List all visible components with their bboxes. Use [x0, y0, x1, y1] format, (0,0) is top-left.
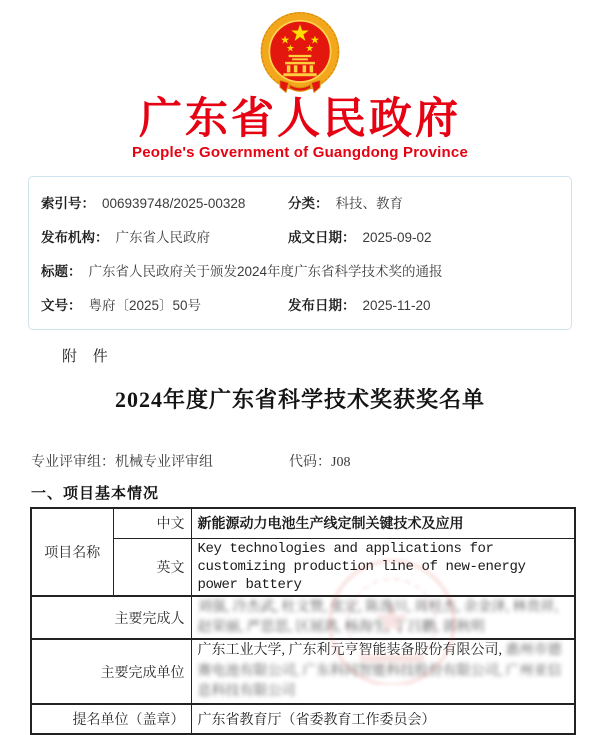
page-header [0, 0, 600, 161]
document-metadata-box [28, 176, 572, 330]
meta-label: 成文日期： [288, 230, 356, 245]
table-row [31, 704, 575, 734]
meta-value: 006939748/2025-00328 [102, 196, 246, 211]
table-row [31, 508, 575, 538]
meta-value: 2025-09-02 [362, 230, 432, 245]
project-name-label-cell: 项目名称 [31, 508, 113, 596]
table-row [31, 538, 575, 596]
meta-issuing-agency [41, 226, 288, 246]
contributors-value-cell [191, 596, 575, 639]
section-heading-basic-info: 一、项目基本情况 [31, 485, 160, 502]
meta-label: 发布日期： [288, 298, 356, 313]
site-title-english: People's Government of Guangdong Province [132, 144, 468, 161]
meta-publish-date [288, 294, 431, 314]
meta-title [41, 260, 443, 280]
meta-label: 标题： [41, 264, 82, 279]
meta-category [288, 192, 403, 212]
project-name-english-cell: Key technologies and applications for customizing production line of new-energy power battery [191, 538, 575, 596]
project-info-table [30, 507, 576, 735]
document-title: 2024年度广东省科学技术奖获奖名单 [114, 387, 485, 412]
meta-index-number [41, 192, 288, 212]
project-name-chinese-cell: 新能源动力电池生产线定制关键技术及应用 [191, 508, 575, 538]
units-value-cell [191, 639, 575, 704]
blurred-names-text: 刘强, 冷杰武, 杜文赞, 张定, 陈逸川, 周桂杰, 余金泽, 林贵祥, 赵荣丽, 严思思, 区展鸿, 杨海生, 丁吕鹏, 郭秋明 [197, 600, 558, 635]
attachment-document [0, 345, 600, 735]
site-title-chinese: 广东省人民政府 [139, 95, 461, 143]
meta-value: 广东省人民政府关于颁发2024年度广东省科学技术奖的通报 [88, 264, 443, 279]
review-group-line [31, 451, 600, 471]
nominator-label-cell: 提名单位（盖章） [31, 704, 191, 734]
table-row [31, 639, 575, 704]
contributors-label-cell: 主要完成人 [31, 596, 191, 639]
meta-row [41, 253, 559, 287]
meta-doc-number [41, 294, 288, 314]
blurred-units-text: 惠州市德赛电池有限公司, 广东科同智能科技股份有限公司, 广州亚信息科技有限公司 [197, 643, 562, 699]
meta-label: 文号： [41, 298, 82, 313]
meta-value: 粤府〔2025〕50号 [88, 298, 202, 313]
meta-value: 科技、教育 [335, 196, 403, 211]
meta-label: 索引号： [41, 196, 95, 211]
meta-value: 广东省人民政府 [115, 230, 210, 245]
meta-label: 发布机构： [41, 230, 109, 245]
meta-value: 2025-11-20 [362, 298, 431, 313]
code-value: J08 [331, 455, 351, 470]
meta-row [41, 219, 559, 253]
meta-written-date [288, 226, 432, 246]
units-label-cell: 主要完成单位 [31, 639, 191, 704]
units-clear-text: 广东工业大学, 广东利元亨智能装备股份有限公司, [197, 643, 506, 659]
national-emblem-icon [256, 12, 344, 96]
code-label: 代码： [289, 455, 331, 470]
attachment-label: 附 件 [62, 349, 114, 365]
english-label-cell: 英文 [113, 538, 191, 596]
meta-row [41, 287, 559, 321]
meta-label: 分类： [288, 196, 329, 211]
chinese-label-cell: 中文 [113, 508, 191, 538]
table-row [31, 596, 575, 639]
review-group-label: 专业评审组： [31, 455, 115, 470]
nominator-value-cell: 广东省教育厅（省委教育工作委员会） [191, 704, 575, 734]
meta-row [41, 185, 559, 219]
review-group-value: 机械专业评审组 [115, 455, 213, 470]
